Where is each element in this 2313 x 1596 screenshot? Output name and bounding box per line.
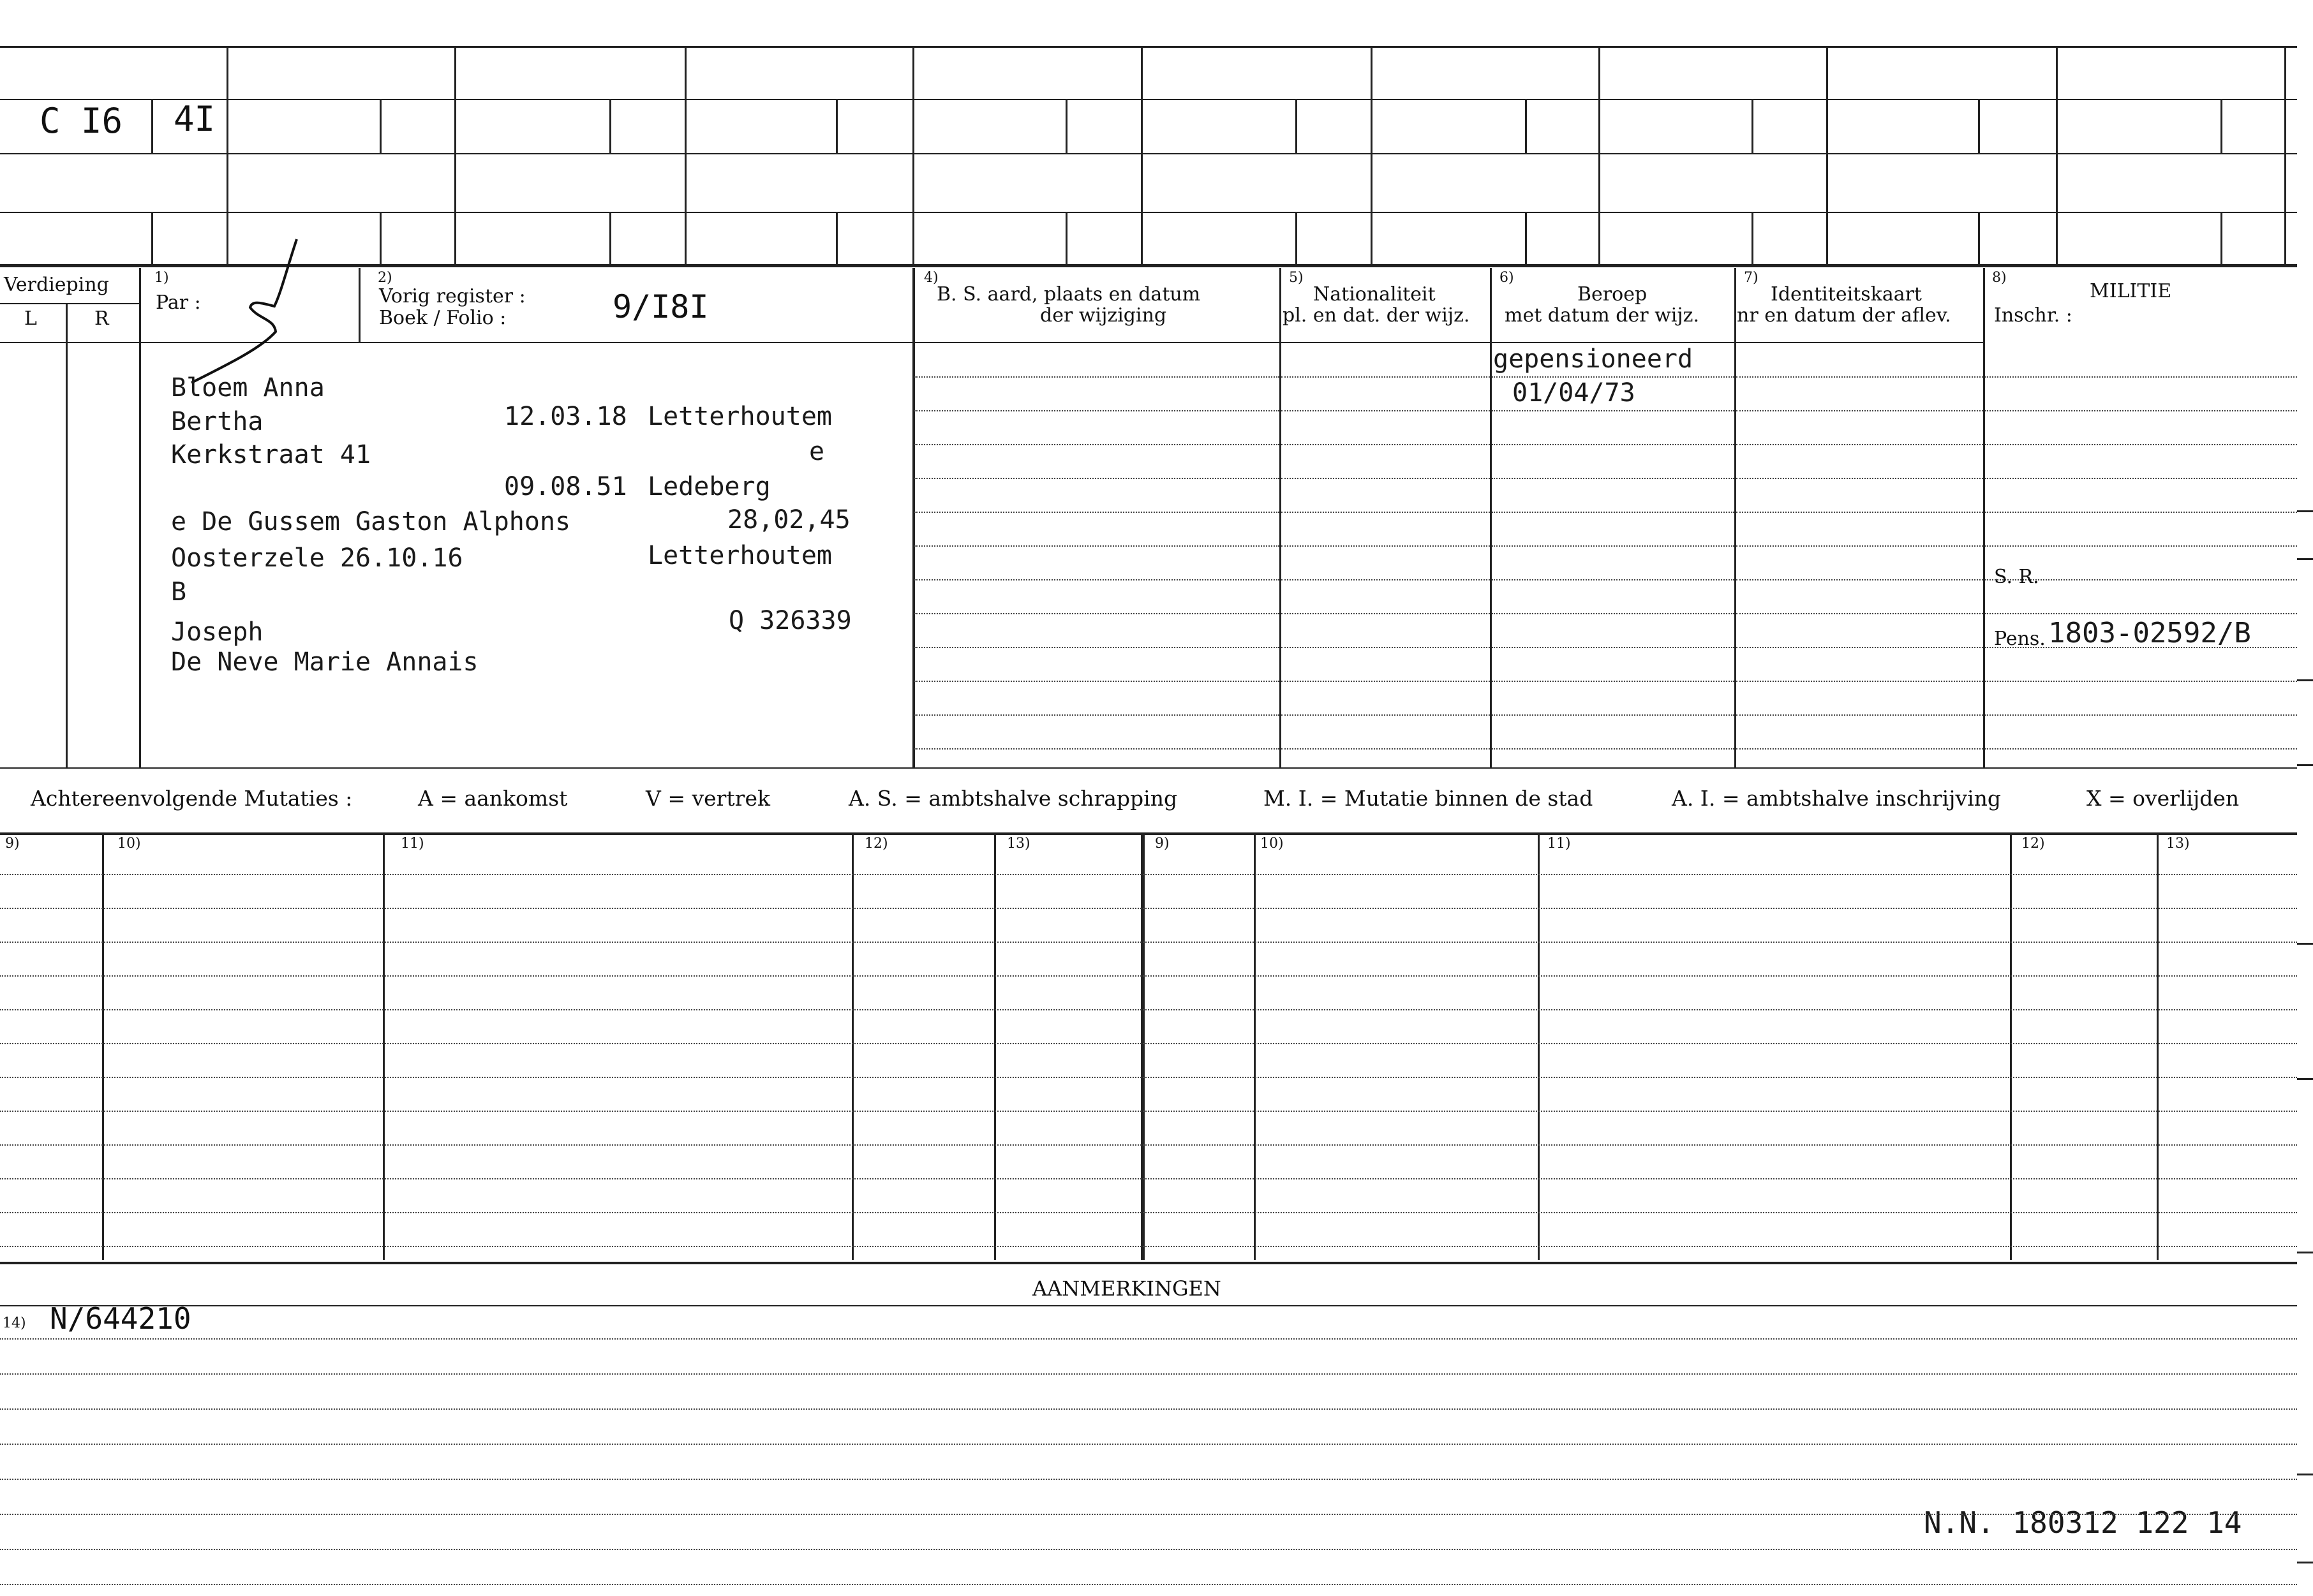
mut-right-col-12: 12): [2021, 836, 2045, 852]
ruling-line: [0, 1479, 2297, 1480]
b-mark: B: [171, 577, 187, 607]
identiteitskaart-header-1: Identiteitskaart: [1771, 283, 1922, 306]
ruling-line: [1492, 376, 1734, 378]
sr-label: S. R.: [1994, 566, 2039, 588]
ruling-line: [0, 1584, 2297, 1585]
ruling-line: [0, 874, 2297, 875]
person-name-1: Bloem Anna: [171, 373, 325, 403]
ruling-line: [1281, 478, 1490, 479]
margin-tick: [2297, 943, 2313, 945]
par-label: Par :: [156, 292, 201, 314]
legend-ambtshalve-schrapping: A. S. = ambtshalve schrapping: [849, 786, 1178, 811]
ruling-line: [1736, 444, 1983, 445]
ruling-line: [1985, 545, 2297, 547]
ruling-line: [0, 1549, 2297, 1550]
ruling-line: [1492, 714, 1734, 716]
col8-number: 8): [1992, 270, 2007, 286]
reference-number: Q 326339: [729, 606, 852, 635]
ruling-line: [1985, 478, 2297, 479]
mut-right-col-9: 9): [1155, 836, 1170, 852]
mut-left-col-12: 12): [865, 836, 888, 852]
ruling-line: [1281, 579, 1490, 580]
register-number: 4I: [174, 99, 216, 139]
mutaties-title: Achtereenvolgende Mutaties :: [31, 786, 353, 811]
col2-number: 2): [378, 270, 392, 286]
bs-header-2: der wijziging: [1040, 304, 1167, 327]
ruling-line: [0, 1009, 2297, 1010]
ruling-line: [1492, 410, 1734, 411]
margin-tick: [2297, 1474, 2313, 1475]
inschr-label: Inschr. :: [1994, 304, 2072, 327]
r-label: R: [94, 307, 109, 330]
legend-overlijden: X = overlijden: [2086, 786, 2240, 811]
legend-vertrek: V = vertrek: [646, 786, 770, 811]
ruling-line: [1985, 410, 2297, 411]
ruling-line: [914, 579, 1279, 580]
verdieping-label: Verdieping: [4, 274, 109, 296]
birth-place: Letterhoutem: [648, 402, 832, 431]
spouse-death-place: Letterhoutem: [648, 541, 832, 570]
mut-left-col-11: 11): [401, 836, 424, 852]
ruling-line: [1736, 714, 1983, 716]
margin-tick: [2297, 510, 2313, 512]
ruling-line: [1492, 681, 1734, 682]
ruling-line: [1281, 748, 1490, 750]
nationaliteit-header-1: Nationaliteit: [1313, 283, 1436, 306]
ruling-line: [0, 942, 2297, 943]
ruling-line: [1736, 647, 1983, 648]
ruling-line: [1281, 714, 1490, 716]
nn-number: N.N. 180312 122 14: [1924, 1505, 2242, 1540]
ruling-line: [1985, 681, 2297, 682]
birth-date: 12.03.18: [504, 402, 627, 431]
pens-label: Pens.: [1994, 628, 2046, 650]
ruling-line: [0, 1444, 2297, 1445]
beroep-header-1: Beroep: [1577, 283, 1647, 306]
ruling-line: [914, 478, 1279, 479]
ruling-line: [914, 444, 1279, 445]
ruling-line: [1281, 647, 1490, 648]
legend-aankomst: A = aankomst: [418, 786, 568, 811]
col6-number: 6): [1499, 270, 1514, 286]
ruling-line: [1736, 410, 1983, 411]
spouse-birth: Oosterzele 26.10.16: [171, 543, 463, 573]
margin-tick: [2297, 764, 2313, 766]
ruling-line: [0, 1212, 2297, 1213]
ruling-line: [1492, 647, 1734, 648]
ruling-line: [1736, 681, 1983, 682]
identiteitskaart-header-2: nr en datum der aflev.: [1737, 304, 1951, 327]
ruling-line: [1985, 444, 2297, 445]
ruling-line: [914, 613, 1279, 614]
spouse-death-date: 28,02,45: [727, 505, 851, 535]
ruling-line: [914, 748, 1279, 750]
beroep-date: 01/04/73: [1512, 378, 1635, 408]
margin-tick: [2297, 558, 2313, 560]
ruling-line: [1736, 579, 1983, 580]
beroep-value: gepensioneerd: [1493, 344, 1693, 374]
ruling-line: [914, 512, 1279, 513]
father-name: Joseph: [171, 617, 264, 647]
mut-right-col-10: 10): [1260, 836, 1284, 852]
ruling-line: [1985, 748, 2297, 750]
ruling-line: [1736, 748, 1983, 750]
ruling-line: [0, 1338, 2297, 1340]
ruling-line: [914, 410, 1279, 411]
legend-ambtshalve-inschrijving: A. I. = ambtshalve inschrijving: [1672, 786, 2002, 811]
ruling-line: [914, 647, 1279, 648]
ruling-line: [1281, 613, 1490, 614]
e-mark-1: e: [809, 437, 825, 466]
ruling-line: [0, 1043, 2297, 1044]
margin-tick: [2297, 1078, 2313, 1080]
person-name-2: Bertha: [171, 407, 264, 436]
ruling-line: [0, 1246, 2297, 1247]
register-code: C I6: [40, 101, 123, 141]
ruling-line: [1736, 512, 1983, 513]
ruling-line: [0, 1514, 2297, 1515]
ruling-line: [0, 1408, 2297, 1410]
ruling-line: [1281, 444, 1490, 445]
ruling-line: [1281, 410, 1490, 411]
militie-header: MILITIE: [2090, 280, 2172, 302]
ruling-line: [914, 681, 1279, 682]
ruling-line: [1281, 545, 1490, 547]
move-place: Ledeberg: [648, 472, 771, 501]
ruling-line: [0, 1077, 2297, 1078]
legend-mutatie-stad: M. I. = Mutatie binnen de stad: [1263, 786, 1593, 811]
ruling-line: [1985, 512, 2297, 513]
mut-left-col-9: 9): [5, 836, 20, 852]
nationaliteit-header-2: pl. en dat. der wijz.: [1283, 304, 1470, 327]
ruling-line: [0, 1144, 2297, 1146]
ruling-line: [0, 908, 2297, 909]
aanmerkingen-title: AANMERKINGEN: [1032, 1276, 1221, 1301]
ruling-line: [914, 714, 1279, 716]
col7-number: 7): [1744, 270, 1759, 286]
ruling-line: [1985, 613, 2297, 614]
boek-folio-label: Boek / Folio :: [379, 307, 507, 329]
mut-right-col-11: 11): [1547, 836, 1571, 852]
ruling-line: [1985, 714, 2297, 716]
mut-left-col-10: 10): [117, 836, 141, 852]
ruling-line: [0, 1111, 2297, 1112]
ruling-line: [1281, 512, 1490, 513]
bs-header-1: B. S. aard, plaats en datum: [937, 283, 1201, 306]
mother-name: De Neve Marie Annais: [171, 647, 479, 677]
pens-value: 1803-02592/B: [2048, 617, 2251, 649]
ruling-line: [1492, 748, 1734, 750]
col4-number: 4): [924, 270, 939, 286]
address: Kerkstraat 41: [171, 440, 371, 469]
beroep-header-2: met datum der wijz.: [1505, 304, 1699, 327]
boek-folio-value: 9/I8I: [613, 288, 709, 325]
ruling-line: [1736, 545, 1983, 547]
l-label: L: [24, 307, 37, 330]
ruling-line: [1736, 478, 1983, 479]
aanmerkingen-note: N/644210: [50, 1301, 191, 1336]
ruling-line: [0, 1373, 2297, 1375]
ruling-line: [914, 545, 1279, 547]
col1-number: 1): [154, 270, 169, 286]
ruling-line: [1492, 579, 1734, 580]
ruling-line: [1492, 444, 1734, 445]
ruling-line: [1492, 478, 1734, 479]
mut-right-col-13: 13): [2166, 836, 2190, 852]
ruling-line: [1492, 545, 1734, 547]
margin-tick: [2297, 1252, 2313, 1253]
ruling-line: [0, 975, 2297, 977]
move-date: 09.08.51: [504, 472, 627, 501]
ruling-line: [0, 1178, 2297, 1179]
ruling-line: [1281, 376, 1490, 378]
ruling-line: [914, 376, 1279, 378]
aanmerkingen-number: 14): [3, 1315, 26, 1331]
vorig-register-label: Vorig register :: [379, 285, 526, 307]
ruling-line: [1492, 613, 1734, 614]
ruling-line: [1492, 512, 1734, 513]
margin-tick: [2297, 679, 2313, 681]
ruling-line: [1985, 376, 2297, 378]
mut-left-col-13: 13): [1007, 836, 1030, 852]
spouse-name: e De Gussem Gaston Alphons: [171, 507, 571, 536]
ruling-line: [1736, 376, 1983, 378]
margin-tick: [2297, 1562, 2313, 1563]
col5-number: 5): [1289, 270, 1304, 286]
ruling-line: [1281, 681, 1490, 682]
ruling-line: [1736, 613, 1983, 614]
